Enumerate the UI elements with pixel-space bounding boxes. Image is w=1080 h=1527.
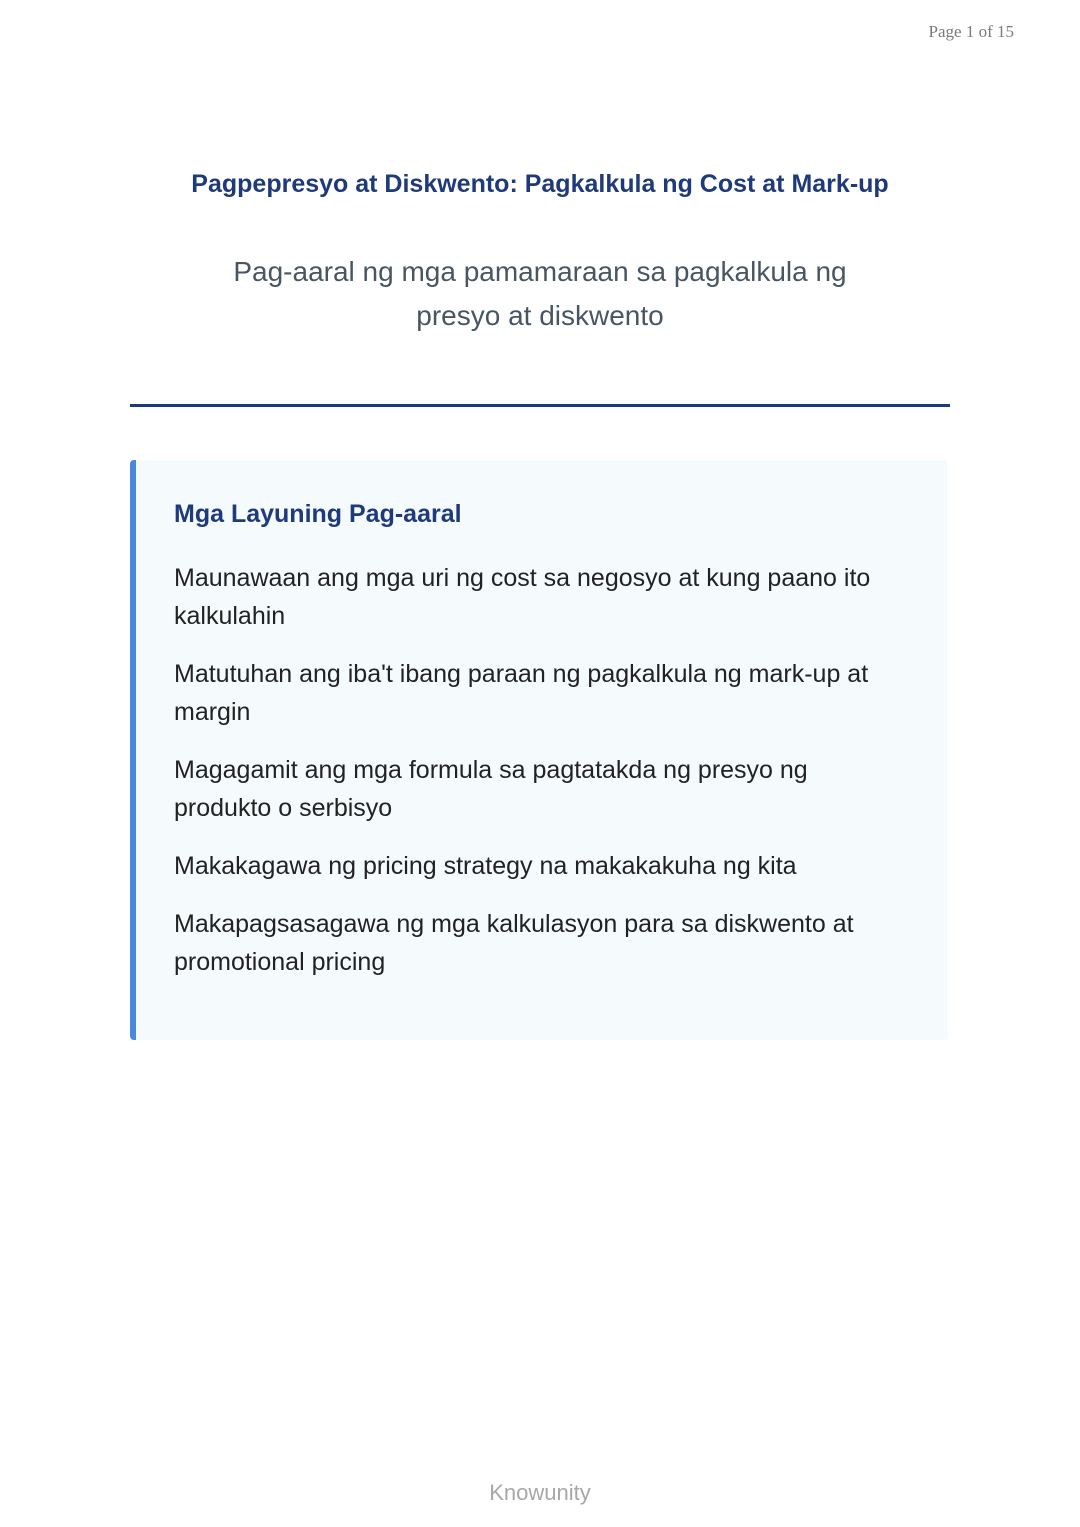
objectives-heading: Mga Layuning Pag-aaral [174, 500, 462, 528]
objective-item: Magagamit ang mga formula sa pagtatakda ng presyo ng produkto o serbisyo [174, 756, 808, 822]
footer-brand: Knowunity [489, 1480, 591, 1505]
objectives-list [174, 559, 908, 981]
objective-item: Maunawaan ang mga uri ng cost sa negosyo at kung paano ito kalkulahin [174, 564, 871, 630]
page-subtitle: Pag-aaral ng mga pamamaraan sa pagkalkula ng presyo at diskwento [233, 256, 847, 331]
title-divider [130, 404, 950, 407]
objective-item: Makakagawa ng pricing strategy na makakakuha ng kita [174, 852, 797, 880]
objective-item: Matutuhan ang iba't ibang paraan ng pagkalkula ng mark-up at margin [174, 660, 869, 726]
objectives-box [130, 460, 948, 1040]
page-title: Pagpepresyo at Diskwento: Pagkalkula ng Cost at Mark-up [191, 170, 889, 198]
objective-item: Makapagsasagawa ng mga kalkulasyon para sa diskwento at promotional pricing [174, 910, 854, 976]
page-number: Page 1 of 15 [928, 22, 1014, 41]
